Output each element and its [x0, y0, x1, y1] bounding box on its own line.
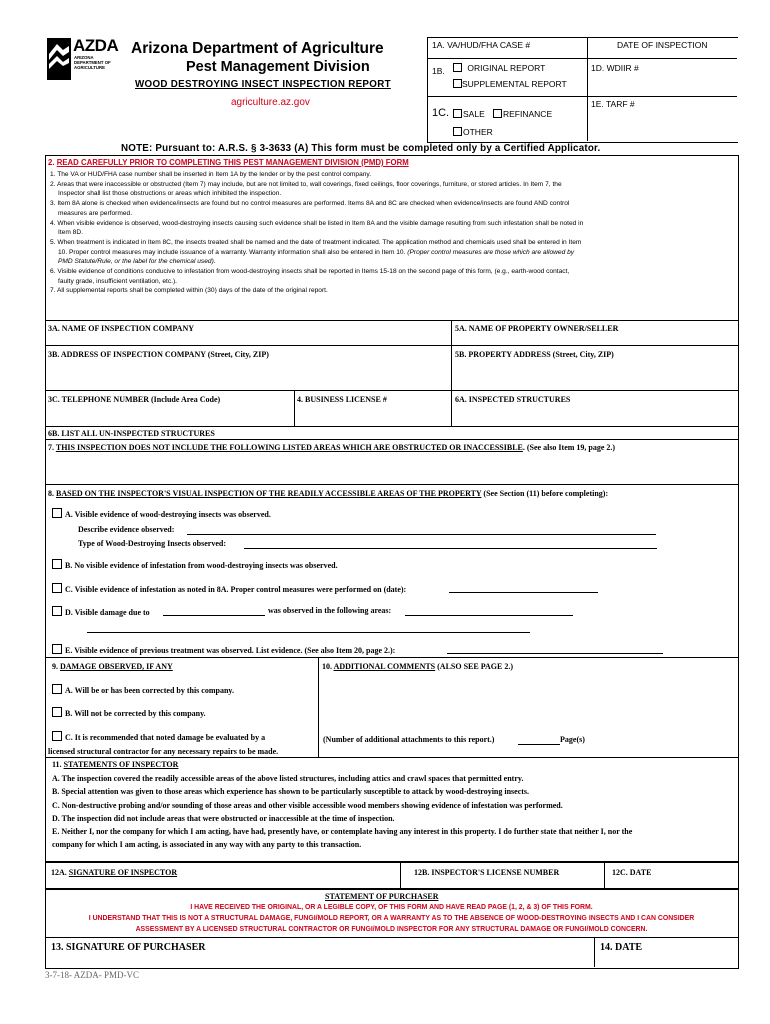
form-revision-footer: 3-7-18- AZDA- PMD-VC — [45, 970, 139, 980]
field-rule — [45, 390, 738, 391]
refinance-label: REFINANCE — [503, 109, 553, 119]
instructions-number: 2. — [48, 158, 55, 167]
field-rule — [45, 426, 738, 427]
report-type-label: 1B. — [432, 66, 445, 76]
structural-evaluation-checkbox[interactable] — [52, 731, 265, 742]
insect-type-row — [78, 539, 226, 548]
previous-treatment-checkbox[interactable] — [52, 644, 395, 655]
field-rule — [45, 439, 738, 440]
field-rule — [45, 345, 738, 346]
signature-date-field[interactable]: 12C. DATE — [612, 868, 652, 877]
instruction-item: 3. Item 8A alone is checked when evidence/insects are found but no control measures are performed. Items 8A and 8C are checked when evidence/insects are found AND control — [50, 200, 570, 208]
mountain-logo-icon — [47, 38, 71, 80]
visible-damage-checkbox[interactable] — [52, 606, 150, 617]
field-rule — [45, 888, 738, 890]
department-title: Arizona Department of Agriculture — [131, 40, 384, 57]
inspected-structures-field[interactable]: 6A. INSPECTED STRUCTURES — [455, 395, 571, 404]
statement-item: C. Non-destructive probing and/or sounding of those areas and other visible accessible wood members showing evidence of infestation was performed. — [52, 800, 563, 810]
treatment-date-input[interactable] — [449, 584, 598, 593]
checkbox-icon[interactable] — [52, 508, 62, 518]
wdiir-field[interactable]: 1D. WDIIR # — [591, 63, 639, 73]
field-divider — [294, 390, 295, 426]
purchaser-date-field[interactable]: 14. DATE — [600, 942, 643, 953]
instruction-item: 1. The VA or HUD/FHA case number shall be inserted in Item 1A by the lender or by the pest control company. — [50, 171, 372, 178]
damage-cause-input[interactable] — [163, 607, 265, 616]
checkbox-icon[interactable] — [453, 109, 462, 118]
header-rule — [427, 58, 587, 59]
instruction-item-continued: Item 8D. — [58, 229, 83, 237]
logo-subtext: ARIZONA DEPARTMENT OF AGRICULTURE — [74, 55, 111, 71]
statement-item: B. Special attention was given to those areas which experience has shown to be particularly susceptible to attack by wood-destroying insects. — [52, 787, 530, 797]
obstructed-areas-title: THIS INSPECTION DOES NOT INCLUDE THE FOLLOWING LISTED AREAS WHICH ARE OBSTRUCTED OR INACCESSIBLE — [55, 443, 523, 452]
azda-logo — [47, 38, 125, 80]
telephone-field[interactable]: 3C. TELEPHONE NUMBER (Include Area Code) — [48, 395, 221, 404]
item-number: 11. — [52, 760, 62, 769]
obstructed-areas-note: . (See also Item 19, page 2.) — [522, 443, 616, 452]
supplemental-report-label: SUPPLEMENTAL REPORT — [462, 79, 567, 89]
damage-observed-title — [52, 662, 173, 671]
header-rule — [427, 96, 737, 97]
certified-applicator-note: NOTE: Pursuant to: A.R.S. § 3-3633 (A) This form must be completed only by a Certified Applicator. — [121, 143, 601, 154]
field-rule — [45, 937, 738, 938]
instruction-item: 5. When treatment is indicated in Item 8C, the insects treated shall be named and the date of treatment indicated. The application method and chemicals used shall be entered in Item — [50, 238, 582, 246]
field-divider — [604, 861, 605, 888]
business-license-field[interactable]: 4. BUSINESS LICENSE # — [297, 395, 387, 404]
inspector-statements-title-text: STATEMENTS OF INSPECTOR — [63, 760, 179, 769]
checkbox-icon[interactable] — [52, 583, 62, 593]
statement-item: company for which I am acting, is associated in any way with any party to this transaction. — [52, 840, 362, 850]
instruction-item-continued: Inspector shall list those obstructions or areas which inhibited the inspection. — [58, 190, 282, 198]
checkbox-icon[interactable] — [52, 644, 62, 654]
describe-evidence-row — [78, 525, 174, 534]
header-rule — [587, 58, 737, 59]
damage-observed-title-text: DAMAGE OBSERVED, IF ANY — [60, 662, 173, 671]
field-divider — [400, 861, 401, 888]
field-rule — [45, 757, 738, 758]
instruction-item: 2. Areas that were inaccessible or obstructed (Item 7) may include, but are not limited to, wall coverings, fixed ceilings, floor coverings, furniture, or stored articles. In Item 7, the — [50, 180, 562, 188]
field-rule — [45, 484, 738, 485]
evidence-observed-label: A. Visible evidence of wood-destroying insects was observed. — [65, 510, 271, 519]
checkbox-icon[interactable] — [52, 606, 62, 616]
will-be-corrected-checkbox[interactable] — [52, 684, 234, 695]
field-rule — [45, 657, 738, 658]
checkbox-icon[interactable] — [493, 109, 502, 118]
checkbox-icon[interactable] — [52, 559, 62, 569]
inspector-signature-label: SIGNATURE OF INSPECTOR — [68, 868, 178, 877]
purchaser-statement-title: STATEMENT OF PURCHASER — [325, 892, 439, 901]
sale-checkbox[interactable] — [453, 109, 485, 119]
previous-treatment-input[interactable] — [447, 645, 663, 654]
item-number: 8. — [48, 489, 54, 498]
no-evidence-label: B. No visible evidence of infestation from wood-destroying insects was observed. — [65, 561, 338, 570]
logo-text: AZDA — [73, 36, 119, 55]
instruction-item: 6. Visible evidence of conditions conducive to infestation from wood-destroying insects shall be reported in Items 15-18 on the second page of this form, (e.g., earth-wood contact, — [50, 268, 570, 276]
control-measures-label: C. Visible evidence of infestation as noted in 8A. Proper control measures were performed on (date): — [65, 585, 407, 594]
case-number-field[interactable]: 1A. VA/HUD/FHA CASE # — [432, 40, 531, 50]
describe-evidence-label: Describe evidence observed: — [78, 525, 175, 534]
instruction-italic: (Proper control measures are those which are allowed by — [407, 248, 575, 256]
statement-item: D. The inspection did not include areas that were obstructed or inaccessible at the time of inspection. — [52, 813, 395, 823]
attachments-count-input[interactable] — [518, 736, 560, 745]
statement-item: A. The inspection covered the readily accessible areas of the above listed structures, including attics and crawl spaces that permitted entry. — [52, 774, 524, 783]
inspector-license-field[interactable]: 12B. INSPECTOR'S LICENSE NUMBER — [414, 868, 560, 877]
inspector-signature-field[interactable] — [51, 868, 177, 877]
field-divider — [594, 937, 595, 967]
property-address-field[interactable]: 5B. PROPERTY ADDRESS (Street, City, ZIP) — [455, 350, 614, 359]
no-evidence-checkbox[interactable] — [52, 559, 338, 570]
evidence-observed-checkbox[interactable] — [52, 508, 271, 519]
transaction-type-label: 1C. — [432, 107, 450, 119]
original-report-label: ORIGINAL REPORT — [467, 63, 546, 73]
section-8-title — [48, 489, 608, 498]
will-be-corrected-label: A. Will be or has been corrected by this company. — [65, 686, 234, 695]
previous-treatment-label: E. Visible evidence of previous treatment was observed. List evidence. (See also Item 20, page 2.): — [65, 646, 396, 655]
field-divider — [451, 320, 452, 426]
control-measures-checkbox[interactable] — [52, 583, 406, 594]
insect-type-input[interactable] — [244, 540, 657, 549]
refinance-checkbox[interactable] — [493, 109, 552, 119]
additional-comments-title-text: ADDITIONAL COMMENTS — [333, 662, 436, 671]
purchaser-statement-line: ASSESSMENT BY A LICENSED STRUCTURAL CONTRACTOR OR FUNGI/MOLD INSPECTOR FOR ANY STRUCTURAL DAMAGE OR FUNGI/MOLD CONCERN. — [135, 926, 648, 933]
other-checkbox[interactable] — [453, 127, 493, 137]
section-8-title-text: BASED ON THE INSPECTOR'S VISUAL INSPECTION OF THE READILY ACCESSIBLE AREAS OF THE PROPERTY — [56, 489, 482, 498]
item-number: 9. — [52, 662, 58, 671]
tarf-field[interactable]: 1E. TARF # — [591, 99, 635, 109]
instruction-italic: PMD Statute/Rule, or the label for the chemical used). — [58, 258, 216, 266]
purchaser-statement-line: I UNDERSTAND THAT THIS IS NOT A STRUCTURAL DAMAGE, FUNGI/MOLD REPORT, OR A WARRANTY AS TO THE ABSENCE OF WOOD-DESTROYING INSECTS AND I CAN CONSIDER — [88, 915, 695, 922]
checkbox-icon[interactable] — [453, 63, 462, 72]
additional-comments-title — [322, 662, 513, 671]
supplemental-report-checkbox[interactable] — [453, 79, 567, 89]
damage-areas-label: was observed in the following areas: — [268, 606, 392, 615]
field-rule — [45, 320, 738, 321]
inspection-company-name-field[interactable]: 3A. NAME OF INSPECTION COMPANY — [48, 324, 194, 333]
instruction-item: 7. All supplemental reports shall be completed within (30) days of the date of the original report. — [50, 287, 328, 295]
property-owner-field[interactable]: 5A. NAME OF PROPERTY OWNER/SELLER — [455, 324, 619, 333]
statement-item: E. Neither I, nor the company for which I am acting, have had, presently have, or contemplate having any interest in this property. I do further state that neither I, nor the — [52, 827, 633, 837]
purchaser-statement-line: I HAVE RECEIVED THE ORIGINAL, OR A LEGIBLE COPY, OF THIS FORM AND HAVE READ PAGE (1, 2, & 3) OF THIS FORM. — [190, 904, 593, 911]
statement-list — [52, 772, 732, 852]
report-title: WOOD DESTROYING INSECT INSPECTION REPORT — [135, 79, 391, 90]
attachments-label: (Number of additional attachments to this report.) — [323, 735, 495, 744]
checkbox-icon[interactable] — [52, 684, 62, 694]
instruction-text: 10. Proper control measures may include issuance of a warranty. Warranty information shall also be entered in Item 10. — [58, 248, 408, 256]
other-label: OTHER — [463, 127, 493, 137]
division-title: Pest Management Division — [186, 59, 370, 75]
structural-evaluation-label-continued: licensed structural contractor for any necessary repairs to be made. — [48, 747, 279, 756]
will-not-be-corrected-label: B. Will not be corrected by this company. — [65, 709, 206, 718]
visible-damage-label: D. Visible damage due to — [65, 608, 150, 617]
item-number: 10. — [322, 662, 332, 671]
checkbox-icon[interactable] — [52, 707, 62, 717]
field-divider — [318, 657, 319, 757]
will-not-be-corrected-checkbox[interactable] — [52, 707, 206, 718]
instruction-item: 4. When visible evidence is observed, wood-destroying insects causing such evidence shall be listed in Item 8A and the visible damage resulting from such infestation shall be noted in — [50, 219, 584, 227]
checkbox-icon[interactable] — [453, 79, 462, 88]
instruction-item-continued — [50, 248, 734, 258]
pages-label: Page(s) — [560, 735, 585, 744]
damage-areas-input[interactable] — [405, 607, 573, 616]
checkbox-icon[interactable] — [52, 731, 62, 741]
checkbox-icon[interactable] — [453, 127, 462, 136]
original-report-checkbox[interactable] — [453, 63, 545, 73]
insect-type-label: Type of Wood-Destroying Insects observed: — [78, 539, 226, 548]
instruction-item-continued: faulty grade, insufficient ventilation, etc.). — [58, 277, 177, 285]
instruction-item-continued: measures are performed. — [58, 209, 133, 217]
sale-label: SALE — [463, 109, 485, 119]
damage-areas-input-2[interactable] — [87, 624, 530, 633]
section-8-title-note: (See Section (11) before completing): — [481, 489, 609, 498]
uninspected-structures-field[interactable]: 6B. LIST ALL UN-INSPECTED STRUCTURES — [48, 429, 215, 438]
item-number: 7. — [48, 443, 54, 452]
instructions-heading-text: READ CAREFULLY PRIOR TO COMPLETING THIS PEST MANAGEMENT DIVISION (PMD) FORM — [56, 158, 409, 167]
structural-evaluation-label: C. It is recommended that noted damage be evaluated by a — [65, 733, 266, 742]
instructions-heading — [48, 158, 409, 167]
header-divider — [587, 37, 588, 141]
item-number: 12A. — [51, 868, 67, 877]
obstructed-areas-field[interactable] — [48, 443, 615, 452]
inspector-statements-title — [52, 760, 178, 769]
field-rule — [45, 861, 738, 863]
website-link[interactable]: agriculture.az.gov — [231, 97, 310, 108]
inspection-company-address-field[interactable]: 3B. ADDRESS OF INSPECTION COMPANY (Street, City, ZIP) — [48, 350, 269, 359]
describe-evidence-input[interactable] — [187, 526, 656, 535]
additional-comments-note: (ALSO SEE PAGE 2.) — [435, 662, 514, 671]
instructions-list — [50, 170, 734, 296]
inspection-date-field[interactable]: DATE OF INSPECTION — [617, 40, 708, 50]
purchaser-signature-field[interactable]: 13. SIGNATURE OF PURCHASER — [51, 942, 206, 953]
